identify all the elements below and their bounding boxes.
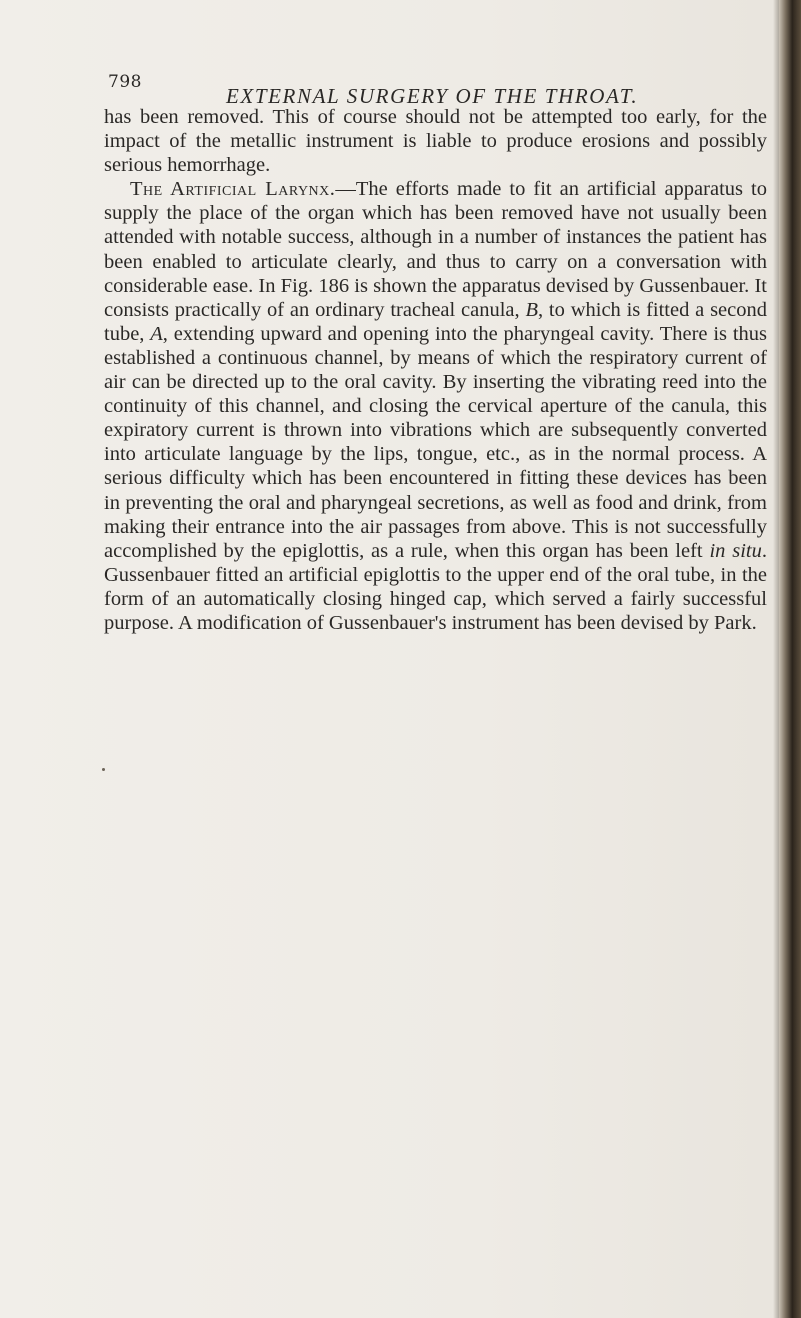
figure-letter-b: B bbox=[525, 298, 538, 321]
paragraph-continuation: has been removed. This of course should not be attempted too early, for the impact of the metallic instrument is liable to produce erosions and possibly serious hemorrhage. bbox=[104, 106, 767, 177]
paragraph-artificial-larynx bbox=[104, 177, 767, 635]
text-run: . Gussenbauer fitted an artificial epiglottis to the upper end of the oral tube, in the form of an automatically closing hinged cap, which served a fairly successful purpose. A modification of Gussenbauer's instrument has been devised by Park. bbox=[104, 539, 767, 634]
ink-speck bbox=[102, 768, 105, 771]
book-spine-edge bbox=[779, 0, 801, 1318]
figure-letter-a: A bbox=[150, 322, 163, 345]
text-run: , extending upward and opening into the pharyngeal cavity. There is thus established a continuous channel, by means of which the respiratory current of air can be directed up to the oral cavity. By inserting the vibrating reed into the continuity of this channel, and closing the cervical aperture of the canula, this expiratory current is thrown into vibrations which are subsequently converted into articulate language by the lips, tongue, etc., as in the normal process. A serious difficulty which has been encountered in fitting these devices has been in preventing the oral and pharyngeal secretions, as well as food and drink, from making their entrance into the air passages from above. This is not successfully accomplished by the epiglottis, as a rule, when this organ has been left bbox=[104, 322, 768, 562]
body-text bbox=[104, 105, 767, 635]
section-heading: The Artificial Larynx. bbox=[130, 178, 336, 201]
latin-term: in situ bbox=[709, 539, 762, 562]
running-head: EXTERNAL SURGERY OF THE THROAT. bbox=[226, 84, 639, 108]
text-run: —The efforts made to fit an artificial apparatus to supply the place of the organ which has been removed have not usually been attended with notable success, although in a number of instances the patient has been enabled to articulate clearly, and thus to carry on a conversation with considerable ease. In Fig. 186 is shown the apparatus devised by Gussenbauer. It consists practically of an ordinary tracheal canula, bbox=[104, 178, 767, 321]
page-number: 798 bbox=[108, 72, 142, 92]
text-run: , to which is fitted a second tube, bbox=[104, 298, 767, 345]
